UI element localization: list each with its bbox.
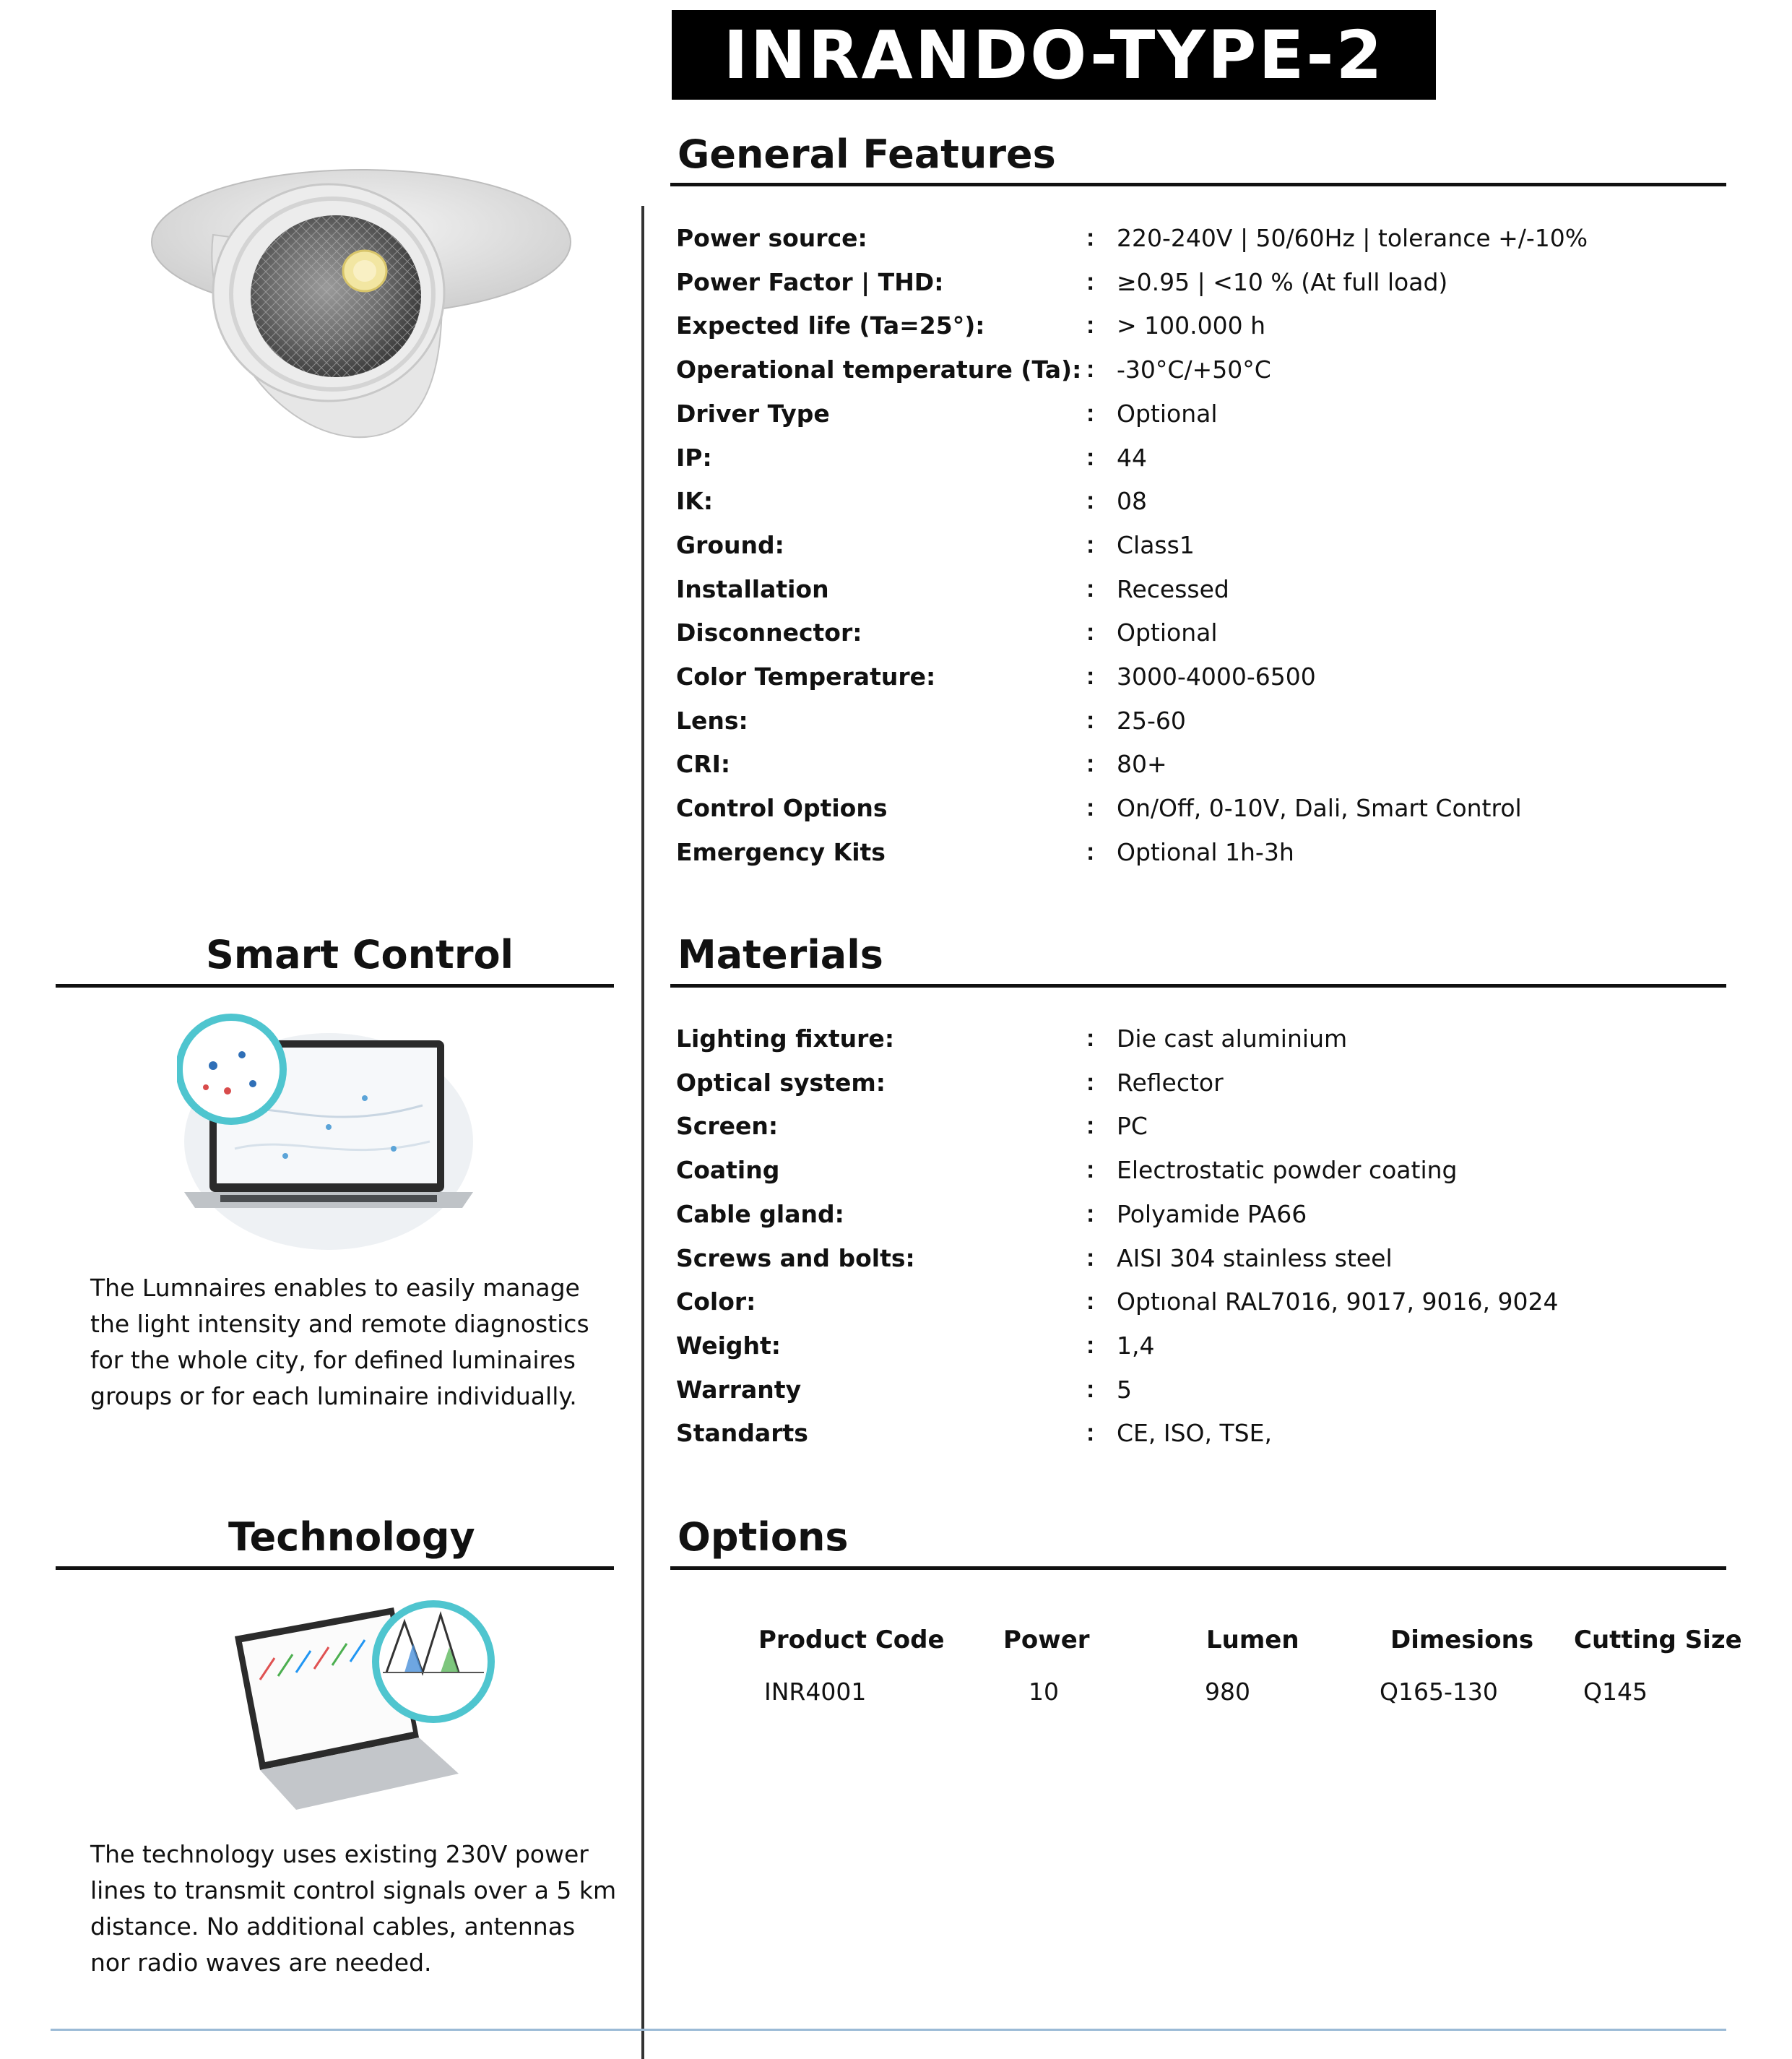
options-header-product-code: Product Code (758, 1626, 945, 1654)
general-feature-colon: : (1086, 267, 1095, 295)
smart-control-rule (56, 984, 614, 988)
materials-heading: Materials (678, 932, 883, 977)
general-feature-value: Optional 1h-3h (1117, 837, 1294, 866)
general-feature-label: Color Temperature: (676, 662, 936, 691)
material-label: Weight: (676, 1331, 782, 1360)
technology-description: The technology uses existing 230V power lines to transmit control signals over a 5 km distance. No additional cables, antennas nor radio waves are needed. (90, 1840, 617, 1977)
general-feature-colon: : (1086, 311, 1095, 340)
material-row (676, 1287, 1716, 1331)
column-divider (641, 206, 644, 2059)
material-value: CE, ISO, TSE, (1117, 1419, 1272, 1448)
material-value: AISI 304 stainless steel (1117, 1243, 1393, 1272)
material-label: Warranty (676, 1375, 802, 1404)
general-feature-value: Class1 (1117, 530, 1195, 559)
general-feature-value: 44 (1117, 443, 1147, 472)
general-feature-row (676, 838, 1716, 881)
general-feature-value: 08 (1117, 487, 1147, 516)
smart-control-description: The Lumnaires enables to easily manage the light intensity and remote diagnostics for the whole city, for defined luminaires groups or for each luminaire individually. (90, 1274, 589, 1410)
material-colon: : (1086, 1024, 1095, 1052)
material-colon: : (1086, 1419, 1095, 1447)
general-feature-label: IP: (676, 443, 712, 472)
general-feature-row (676, 662, 1716, 706)
material-colon: : (1086, 1287, 1095, 1316)
options-cell-power: 10 (1029, 1678, 1059, 1706)
general-feature-row (676, 311, 1716, 355)
general-feature-label: Disconnector: (676, 618, 862, 647)
general-feature-row (676, 444, 1716, 487)
options-header-lumen: Lumen (1206, 1626, 1299, 1654)
material-label: Cable gland: (676, 1199, 844, 1228)
material-value: Optıonal RAL7016, 9017, 9016, 9024 (1117, 1287, 1559, 1316)
general-feature-value: > 100.000 h (1117, 311, 1266, 340)
general-feature-value: Recessed (1117, 574, 1229, 603)
options-header-power: Power (1003, 1626, 1090, 1654)
product-title: INRANDO-TYPE-2 (723, 16, 1385, 94)
material-row (676, 1419, 1716, 1462)
general-feature-row (676, 531, 1716, 574)
general-feature-label: CRI: (676, 750, 731, 779)
general-feature-label: Power source: (676, 224, 867, 252)
material-label: Standarts (676, 1419, 808, 1448)
material-row (676, 1376, 1716, 1419)
material-value: 1,4 (1117, 1331, 1155, 1360)
footer-rule (51, 2029, 1726, 2031)
general-features-heading: General Features (678, 131, 1056, 177)
general-feature-row (676, 575, 1716, 618)
general-feature-colon: : (1086, 224, 1095, 251)
general-feature-value: 3000-4000-6500 (1117, 662, 1316, 691)
material-row (676, 1244, 1716, 1287)
general-feature-row (676, 707, 1716, 750)
general-feature-colon: : (1086, 794, 1095, 822)
general-feature-colon: : (1086, 399, 1095, 427)
material-label: Lighting fixture: (676, 1024, 895, 1053)
material-value: PC (1117, 1112, 1148, 1141)
general-feature-colon: : (1086, 487, 1095, 515)
material-colon: : (1086, 1112, 1095, 1140)
options-header-cutting-size: Cutting Size (1574, 1626, 1742, 1654)
material-label: Coating (676, 1156, 780, 1185)
material-row (676, 1200, 1716, 1243)
general-feature-label: Installation (676, 574, 829, 603)
options-cell-product-code: INR4001 (764, 1678, 867, 1706)
general-feature-label: IK: (676, 487, 714, 516)
general-feature-value: 220-240V | 50/60Hz | tolerance +/-10% (1117, 224, 1588, 252)
material-value: 5 (1117, 1375, 1132, 1404)
general-feature-value: ≥0.95 | <10 % (At full load) (1117, 267, 1448, 296)
material-colon: : (1086, 1243, 1095, 1272)
general-feature-row (676, 400, 1716, 443)
general-feature-value: 25-60 (1117, 706, 1186, 735)
general-feature-row (676, 750, 1716, 793)
material-label: Screen: (676, 1112, 779, 1141)
material-value: Polyamide PA66 (1117, 1199, 1307, 1228)
material-colon: : (1086, 1156, 1095, 1184)
material-row (676, 1112, 1716, 1155)
materials-rule (670, 984, 1726, 988)
general-feature-row (676, 224, 1716, 267)
general-feature-row (676, 794, 1716, 837)
general-feature-label: Driver Type (676, 399, 830, 428)
material-colon: : (1086, 1375, 1095, 1403)
options-cell-dimensions: Q165-130 (1380, 1678, 1498, 1706)
material-row (676, 1024, 1716, 1068)
general-feature-value: Optional (1117, 399, 1218, 428)
general-feature-colon: : (1086, 837, 1095, 866)
general-feature-value: 80+ (1117, 750, 1167, 779)
material-row (676, 1156, 1716, 1199)
general-feature-label: Operational temperature (Ta): (676, 355, 1082, 384)
material-value: Reflector (1117, 1068, 1224, 1097)
general-feature-label: Emergency Kits (676, 837, 886, 866)
material-row (676, 1069, 1716, 1112)
technology-heading: Technology (228, 1514, 475, 1560)
general-feature-row (676, 268, 1716, 311)
general-feature-colon: : (1086, 530, 1095, 558)
general-feature-label: Ground: (676, 530, 784, 559)
general-feature-value: Optional (1117, 618, 1218, 647)
general-feature-label: Expected life (Ta=25°): (676, 311, 985, 340)
product-title-bar (672, 10, 1436, 100)
material-label: Optical system: (676, 1068, 886, 1097)
material-value: Die cast aluminium (1117, 1024, 1348, 1053)
material-colon: : (1086, 1068, 1095, 1096)
options-cell-lumen: 980 (1205, 1678, 1250, 1706)
technology-rule (56, 1566, 614, 1570)
general-feature-label: Lens: (676, 706, 748, 735)
general-feature-colon: : (1086, 574, 1095, 603)
general-feature-row (676, 487, 1716, 530)
general-feature-label: Control Options (676, 794, 888, 823)
general-feature-colon: : (1086, 443, 1095, 471)
options-heading: Options (678, 1514, 849, 1560)
general-feature-colon: : (1086, 706, 1095, 734)
material-label: Color: (676, 1287, 756, 1316)
general-feature-value: On/Off, 0-10V, Dali, Smart Control (1117, 794, 1522, 823)
material-colon: : (1086, 1199, 1095, 1227)
general-feature-colon: : (1086, 355, 1095, 384)
options-header-dimensions: Dimesions (1390, 1626, 1534, 1654)
general-feature-colon: : (1086, 750, 1095, 778)
general-features-rule (670, 183, 1726, 186)
smart-control-heading: Smart Control (206, 932, 514, 977)
material-value: Electrostatic powder coating (1117, 1156, 1458, 1185)
general-feature-colon: : (1086, 618, 1095, 647)
general-feature-label: Power Factor | THD: (676, 267, 944, 296)
general-feature-colon: : (1086, 662, 1095, 690)
general-feature-value: -30°C/+50°C (1117, 355, 1271, 384)
material-colon: : (1086, 1331, 1095, 1359)
product-image (144, 155, 578, 452)
technology-laptop-image (209, 1593, 513, 1810)
options-rule (670, 1566, 1726, 1570)
material-row (676, 1331, 1716, 1375)
material-label: Screws and bolts: (676, 1243, 915, 1272)
general-feature-row (676, 618, 1716, 662)
smart-control-laptop-image (177, 1011, 480, 1257)
options-cell-cutting-size: Q145 (1583, 1678, 1648, 1706)
general-feature-row (676, 355, 1716, 399)
